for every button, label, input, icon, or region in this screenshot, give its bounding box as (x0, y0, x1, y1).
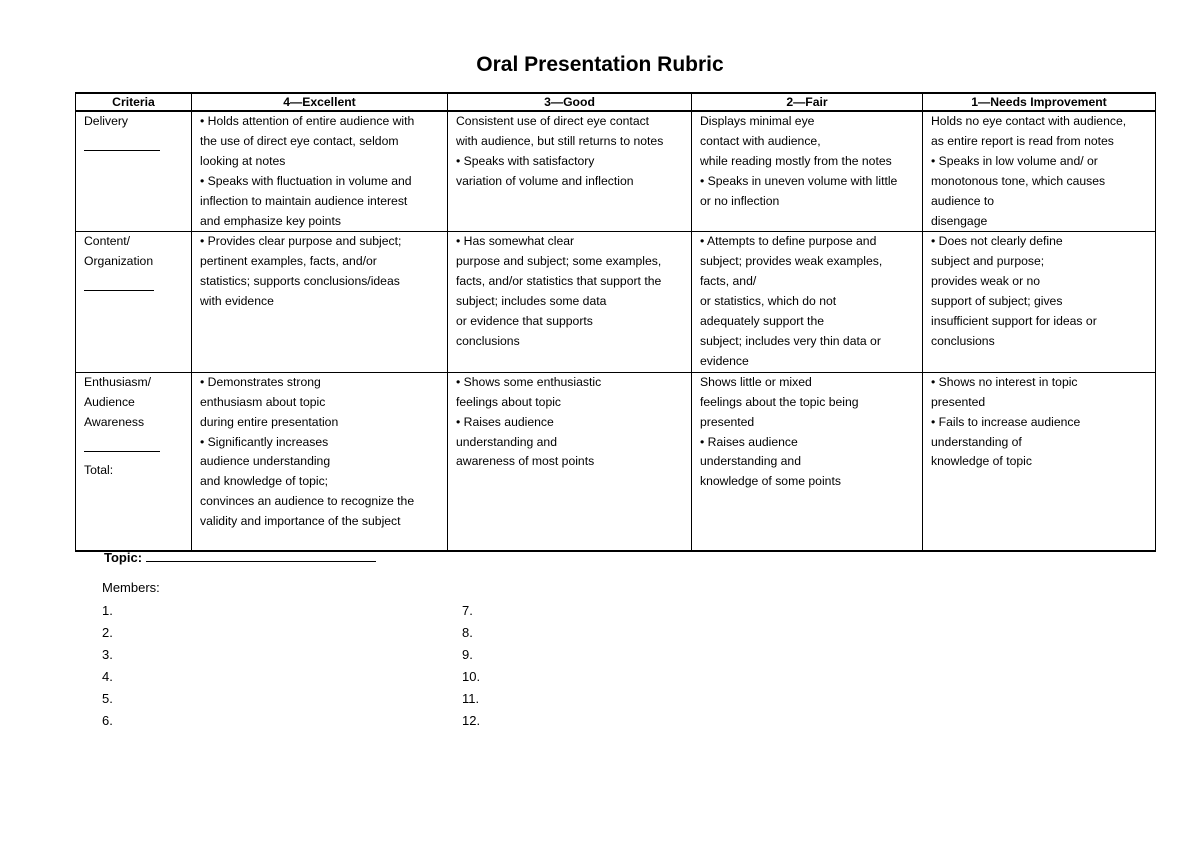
cell-line: • Raises audience (456, 414, 554, 429)
rubric-table (75, 92, 1156, 552)
members-list-left (102, 600, 113, 732)
criteria-content: Content/ Organization (76, 232, 192, 372)
cell-line: presented (931, 394, 986, 409)
member-item: 4. (102, 669, 113, 684)
cell-line: • Has somewhat clear (456, 234, 575, 249)
cell-line: looking at notes (200, 153, 286, 168)
cell-line: conclusions (931, 333, 995, 348)
topic-blank-line[interactable] (146, 549, 376, 562)
cell-line: subject; provides weak examples, (700, 254, 883, 269)
topic-label: Topic: (104, 550, 143, 565)
members-list-right (462, 600, 480, 732)
cell-line: validity and importance of the subject (200, 514, 401, 529)
member-item: 7. (462, 603, 473, 618)
criteria-delivery: Delivery (76, 111, 192, 232)
member-item: 10. (462, 669, 481, 684)
topic-field (104, 549, 376, 565)
header-criteria: Criteria (76, 93, 192, 111)
cell-line: or statistics, which do not (700, 294, 837, 309)
cell-delivery-excellent (192, 111, 448, 232)
cell-line: • Provides clear purpose and subject; (200, 234, 402, 249)
cell-line: as entire report is read from notes (931, 133, 1114, 148)
cell-line: or evidence that supports (456, 314, 593, 329)
header-excellent: 4—Excellent (192, 93, 448, 111)
cell-content-good (448, 232, 692, 372)
member-item: 12. (462, 713, 481, 728)
cell-line: enthusiasm about topic (200, 394, 326, 409)
cell-line: • Speaks in low volume and/ or (931, 153, 1098, 168)
cell-line: • Does not clearly define (931, 234, 1063, 249)
member-item: 6. (102, 713, 113, 728)
cell-delivery-good (448, 111, 692, 232)
cell-line: variation of volume and inflection (456, 173, 634, 188)
header-fair: 2—Fair (692, 93, 923, 111)
cell-delivery-needs-improvement (923, 111, 1156, 232)
cell-line: statistics; supports conclusions/ideas (200, 274, 400, 289)
cell-line: • Speaks with fluctuation in volume and (200, 173, 412, 188)
cell-content-fair (692, 232, 923, 372)
cell-line: • Significantly increases (200, 434, 329, 449)
score-blank (84, 140, 160, 151)
cell-line: adequately support the (700, 314, 824, 329)
cell-line: inflection to maintain audience interest (200, 193, 408, 208)
cell-line: purpose and subject; some examples, (456, 254, 662, 269)
cell-line: knowledge of topic (931, 454, 1032, 469)
cell-line: or no inflection (700, 193, 780, 208)
cell-line: understanding and (700, 454, 801, 469)
cell-enthusiasm-fair (692, 372, 923, 551)
member-item: 1. (102, 603, 113, 618)
cell-line: monotonous tone, which causes (931, 173, 1106, 188)
cell-line: the use of direct eye contact, seldom (200, 133, 399, 148)
cell-line: • Shows no interest in topic (931, 374, 1078, 389)
cell-line: disengage (931, 213, 988, 228)
cell-line: convinces an audience to recognize the (200, 494, 415, 509)
cell-line: audience understanding (200, 454, 331, 469)
cell-line: Holds no eye contact with audience, (931, 114, 1127, 128)
cell-line: feelings about the topic being (700, 394, 859, 409)
cell-line: and knowledge of topic; (200, 474, 329, 489)
cell-line: during entire presentation (200, 414, 339, 429)
row-delivery (76, 111, 1156, 232)
row-enthusiasm (76, 372, 1156, 551)
cell-line: and emphasize key points (200, 213, 341, 228)
members-label: Members: (102, 580, 160, 595)
cell-line: insufficient support for ideas or (931, 314, 1097, 329)
cell-line: • Shows some enthusiastic (456, 374, 602, 389)
member-item: 8. (462, 625, 473, 640)
cell-line: while reading mostly from the notes (700, 153, 892, 168)
score-blank (84, 441, 160, 452)
cell-line: • Holds attention of entire audience with (200, 114, 415, 128)
cell-line: • Speaks in uneven volume with little (700, 173, 898, 188)
cell-line: conclusions (456, 333, 520, 348)
cell-line: Shows little or mixed (700, 374, 812, 389)
total-label: Total: (84, 462, 114, 477)
cell-line: subject; includes very thin data or (700, 333, 881, 348)
cell-line: presented (700, 414, 755, 429)
cell-line: Displays minimal eye (700, 114, 815, 128)
header-needs-improvement: 1—Needs Improvement (923, 93, 1156, 111)
cell-delivery-fair (692, 111, 923, 232)
header-row (76, 93, 1156, 111)
cell-line: with audience, but still returns to notes (456, 133, 664, 148)
cell-line: subject and purpose; (931, 254, 1045, 269)
cell-content-needs-improvement (923, 232, 1156, 372)
page-title: Oral Presentation Rubric (476, 53, 724, 76)
cell-line: understanding and (456, 434, 557, 449)
cell-line: • Attempts to define purpose and (700, 234, 877, 249)
cell-enthusiasm-excellent (192, 372, 448, 551)
cell-line: • Fails to increase audience (931, 414, 1081, 429)
cell-line: understanding of (931, 434, 1022, 449)
cell-enthusiasm-needs-improvement (923, 372, 1156, 551)
cell-line: • Demonstrates strong (200, 374, 321, 389)
cell-line: facts, and/or statistics that support the (456, 274, 662, 289)
cell-line: support of subject; gives (931, 294, 1063, 309)
cell-line: facts, and/ (700, 274, 757, 289)
cell-line: audience to (931, 193, 995, 208)
member-item: 11. (462, 691, 480, 706)
cell-line: • Raises audience (700, 434, 798, 449)
criteria-enthusiasm: Enthusiasm/ Audience Awareness Total: (76, 372, 192, 551)
cell-line: contact with audience, (700, 133, 821, 148)
cell-line: provides weak or no (931, 274, 1041, 289)
cell-line: • Speaks with satisfactory (456, 153, 595, 168)
cell-line: evidence (700, 353, 749, 368)
member-item: 3. (102, 647, 113, 662)
cell-line: feelings about topic (456, 394, 562, 409)
cell-line: with evidence (200, 294, 274, 309)
score-blank (84, 280, 154, 291)
row-content (76, 232, 1156, 372)
cell-line: Consistent use of direct eye contact (456, 114, 650, 128)
cell-line: pertinent examples, facts, and/or (200, 254, 377, 269)
cell-line: awareness of most points (456, 454, 595, 469)
member-item: 5. (102, 691, 113, 706)
cell-line: knowledge of some points (700, 474, 841, 489)
member-item: 2. (102, 625, 113, 640)
member-item: 9. (462, 647, 473, 662)
header-good: 3—Good (448, 93, 692, 111)
cell-content-excellent (192, 232, 448, 372)
cell-enthusiasm-good (448, 372, 692, 551)
cell-line: subject; includes some data (456, 294, 607, 309)
